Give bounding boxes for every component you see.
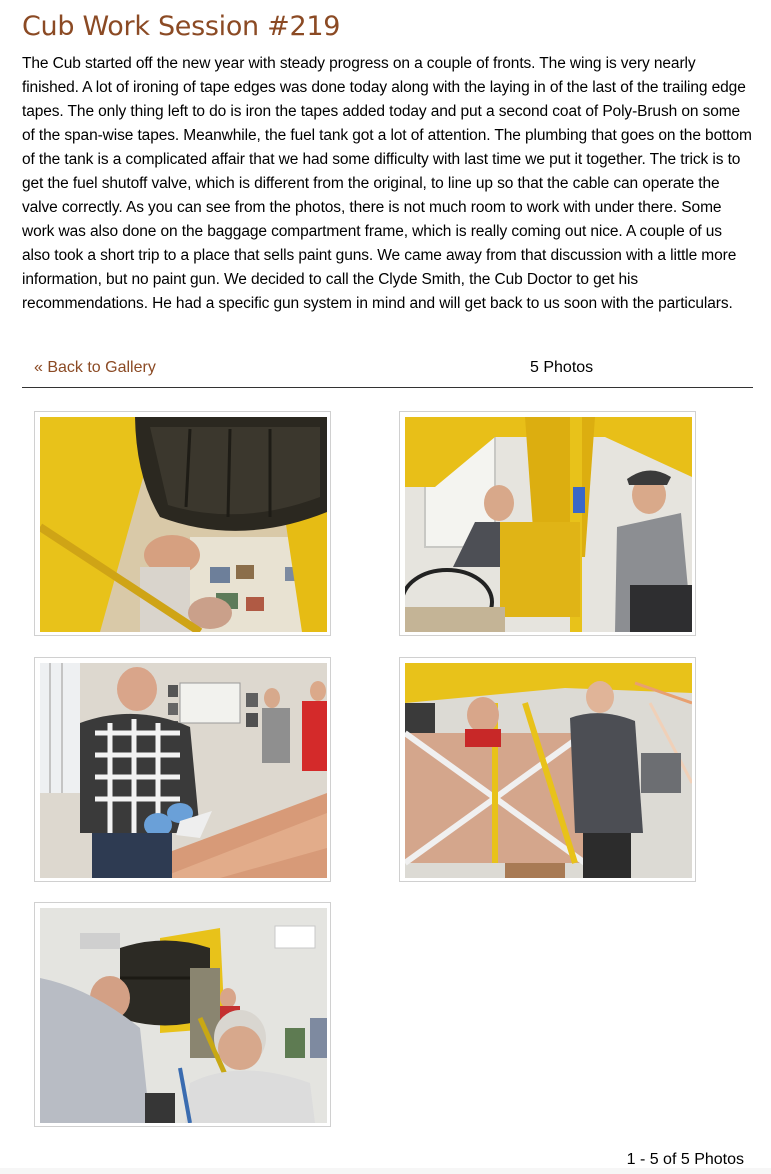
photo-thumbnail-5[interactable] xyxy=(34,902,331,1127)
photo-image-baggage-frame xyxy=(405,663,692,878)
pagination-summary: 1 - 5 of 5 Photos xyxy=(626,1151,744,1168)
photo-thumbnail-1[interactable] xyxy=(34,411,331,636)
photo-count: 5 Photos xyxy=(530,359,594,376)
back-to-gallery-link[interactable]: « Back to Gallery xyxy=(34,359,156,376)
photo-thumbnail-2[interactable] xyxy=(399,411,696,636)
photo-thumbnail-3[interactable] xyxy=(34,657,331,882)
page-title: Cub Work Session #219 xyxy=(22,11,341,42)
photo-image-wing-tapes xyxy=(40,663,327,878)
photo-image-fuel-tank xyxy=(40,417,327,632)
gallery-nav-bar xyxy=(22,354,753,388)
photo-thumbnail-4[interactable] xyxy=(399,657,696,882)
page-bottom-edge xyxy=(0,1168,771,1174)
photo-image-cockpit-frame xyxy=(405,417,692,632)
session-description: The Cub started off the new year with steady progress on a couple of fronts. The wing is very nearly finished. A lot of ironing of tape edges was done today along with the laying in of the last of the trailing edge tapes. The only thing left to do is iron the tapes added today and put a second coat of Poly-Brush on some of the span-wise tapes. Meanwhile, the fuel tank got a lot of attention. The plumbing that goes on the bottom of the tank is a complicated affair that we had some difficulty with last time we put it together. The trick is to get the fuel shutoff valve, which is different from the original, to line up so that the cable can operate the valve correctly. As you can see from the photos, there is not much room to work with under there. Some work was also done on the baggage compartment frame, which is really coming out nice. A couple of us also took a short trip to a place that sells paint guns. We came away from that discussion with a little more information, but no paint gun. We decided to call the Clyde Smith, the Cub Doctor to get his recommendations. He had a specific gun system in mind and will get back to us soon with the particulars. xyxy=(22,55,752,312)
photo-image-under-tank xyxy=(40,908,327,1123)
